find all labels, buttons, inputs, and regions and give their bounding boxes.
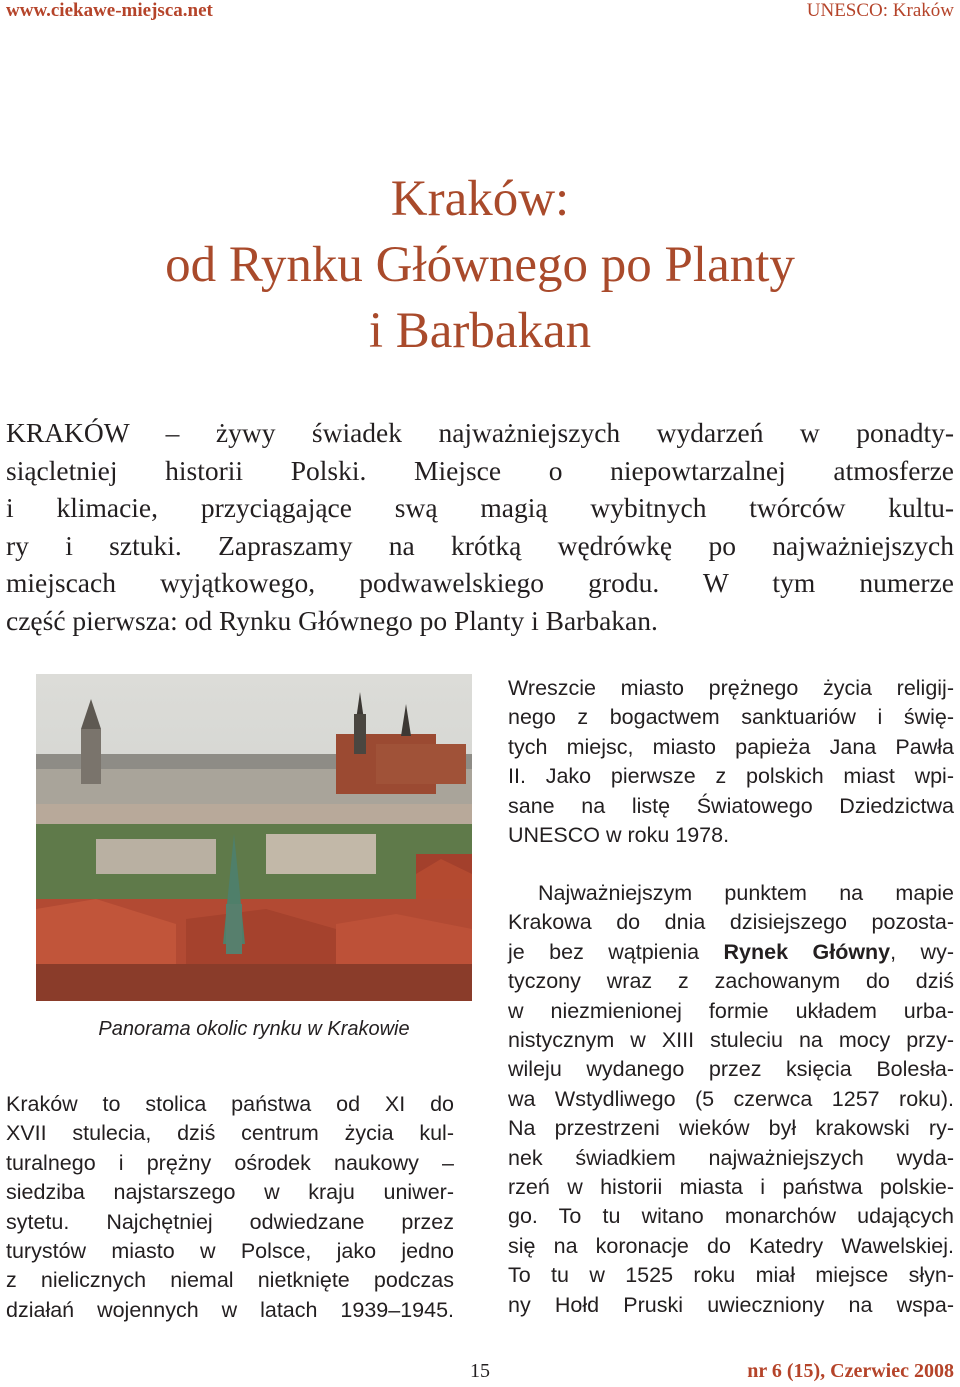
panorama-image — [36, 674, 472, 1001]
lead-line: siącletniej historii Polski. Miejsce o niepowtarzalnej atmosferze — [6, 454, 954, 486]
title-line: od Rynku Głównego po Planty — [165, 237, 795, 293]
text-span: Najważniejszym punktem na mapie — [538, 881, 954, 905]
issue-info: nr 6 (15), Czerwiec 2008 — [747, 1360, 954, 1382]
title-line: i Barbakan — [368, 303, 592, 359]
text-span: , wy- — [890, 939, 954, 964]
text-line: II. Jako pierwsze z polskich miast wpi- — [508, 764, 954, 789]
right-column-paragraph-1 — [508, 674, 954, 850]
text-line: tych miejsc, miasto papieża Jana Pawła — [508, 734, 954, 759]
text-line: turystów miasto w Polsce, jako jedno — [6, 1239, 454, 1264]
lead-line: miejscach wyjątkowego, podwawelskiego grodu. W tym numerze — [6, 567, 954, 599]
page-footer — [0, 1360, 960, 1387]
lead-line: KRAKÓW – żywy świadek najważniejszych wydarzeń w ponadty- — [6, 417, 954, 448]
text-line: go. To tu witano monarchów udających — [508, 1204, 954, 1229]
text-line: sytetu. Najchętniej odwiedzane przez — [6, 1209, 454, 1234]
text-line: z nielicznych niemal nietknięte podczas — [6, 1268, 454, 1293]
text-line: się na koronacje do Katedry Wawelskiej. — [508, 1233, 954, 1258]
text-span: je bez wątpienia — [508, 939, 724, 964]
text-line: XVII stulecia, dziś centrum życia kul- — [6, 1121, 454, 1146]
text-line: Kraków to stolica państwa od XI do — [6, 1092, 454, 1116]
krakow-panorama-photo — [36, 674, 472, 1001]
text-line: sane na listę Światowego Dziedzictwa — [508, 793, 954, 818]
text-line: tyczony wraz z zachowanym do dziś — [508, 969, 954, 994]
lead-line: część pierwsza: od Rynku Głównego po Planty i Barbakan. — [6, 604, 658, 636]
photo-caption: Panorama okolic rynku w Krakowie — [98, 1018, 410, 1040]
text-line: nistycznym w XIII stuleciu na mocy przy- — [508, 1028, 954, 1053]
left-column-paragraph — [6, 1090, 454, 1325]
text-line — [508, 879, 954, 908]
article-title — [0, 166, 960, 364]
text-line: Na przestrzeni wieków był krakowski ry- — [508, 1116, 954, 1141]
text-line: nek świadkiem najważniejszych wyda- — [508, 1145, 954, 1170]
text-line: turalnego i prężny ośrodek naukowy – — [6, 1150, 454, 1175]
text-line: siedziba najstarszego w kraju uniwer- — [6, 1180, 454, 1205]
title-line: Kraków: — [390, 171, 570, 227]
text-line: To tu w 1525 roku miał miejsce słyn- — [508, 1263, 954, 1288]
section-title: UNESCO: Kraków — [806, 0, 954, 21]
text-line: rzeń w historii miasta i państwa polskie- — [508, 1175, 954, 1200]
site-url[interactable]: www.ciekawe-miejsca.net — [6, 0, 213, 21]
text-line: działań wojennych w latach 1939–1945. — [6, 1297, 454, 1322]
text-line — [508, 938, 954, 967]
right-column-paragraph-2 — [508, 879, 954, 1320]
page-header — [0, 0, 960, 24]
text-line: UNESCO w roku 1978. — [508, 823, 730, 848]
text-line: Wreszcie miasto prężnego życia religij- — [508, 676, 954, 700]
text-line: nego z bogactwem sanktuariów i świę- — [508, 705, 954, 730]
lead-line: ry i sztuki. Zapraszamy na krótką wędrówkę po najważniejszych — [6, 529, 954, 561]
rynek-glowny-highlight: Rynek Główny — [723, 939, 891, 964]
text-line: wileju wydanego przez księcia Bolesła- — [508, 1057, 954, 1082]
text-line: w niezmienionej formie układem urba- — [508, 998, 954, 1023]
page-number: 15 — [470, 1360, 490, 1382]
lead-paragraph — [6, 414, 954, 640]
text-line: Krakowa do dnia dzisiejszego pozosta- — [508, 910, 954, 935]
lead-line: i klimacie, przyciągające swą magią wybitnych twórców kultu- — [6, 492, 954, 524]
text-line: wa Wstydliwego (5 czerwca 1257 roku). — [508, 1086, 954, 1111]
text-line: ny Hołd Pruski uwieczniony na wspa- — [508, 1292, 954, 1317]
